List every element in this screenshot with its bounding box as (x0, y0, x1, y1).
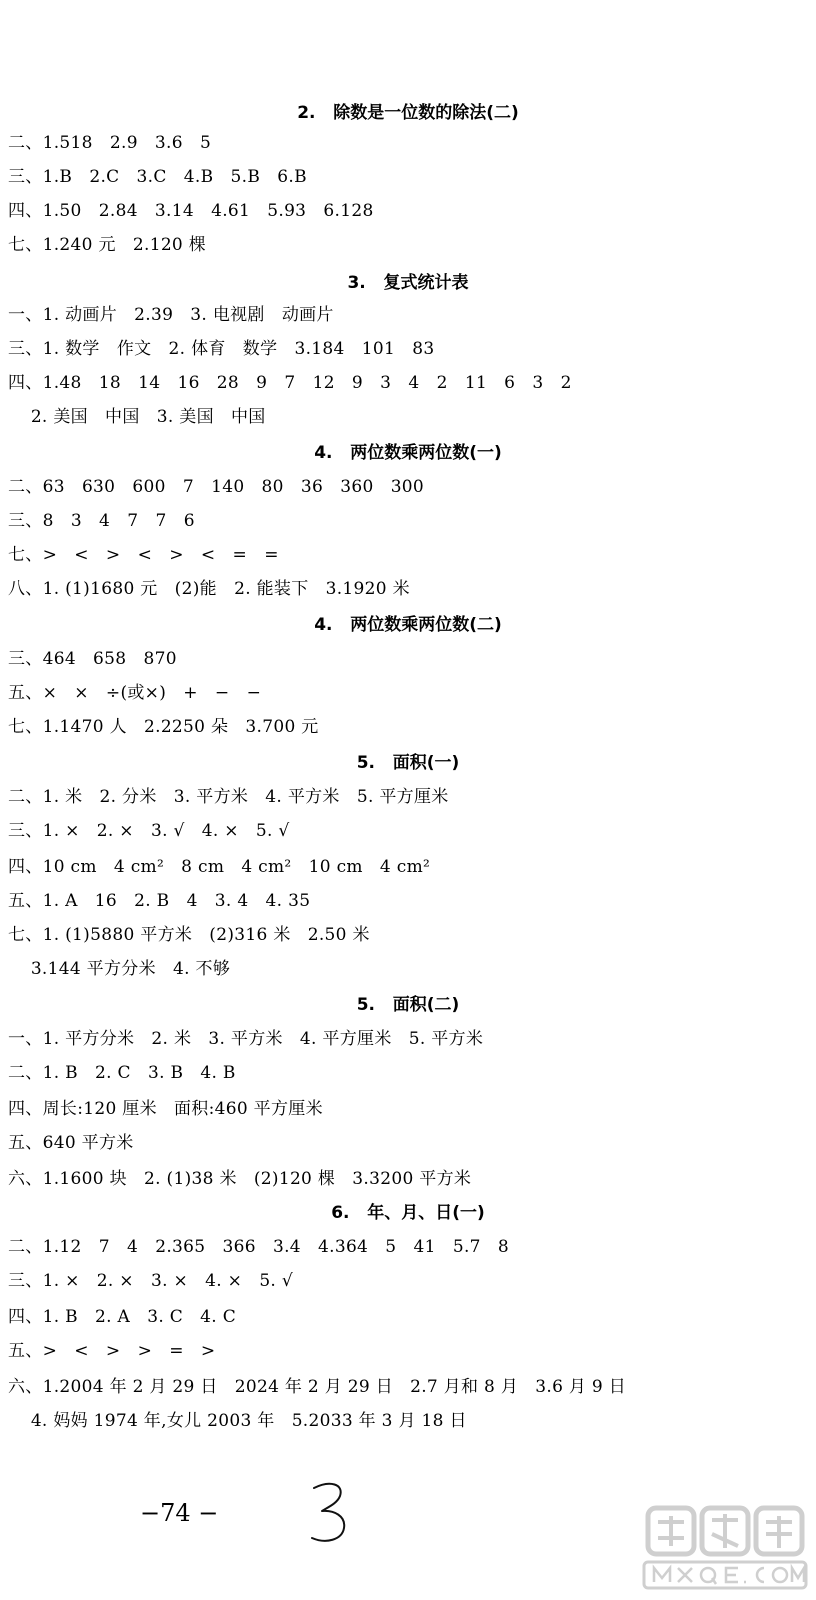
page-number: −74 − (140, 1499, 219, 1527)
answer-line: 五、1. A 16 2. B 4 3. 4 4. 35 (8, 891, 311, 911)
answer-line: 四、周长:120 厘米 面积:460 平方厘米 (8, 1099, 323, 1119)
answer-line: 三、1. × 2. × 3. √ 4. × 5. √ (8, 821, 290, 841)
section-heading: 5. 面积(一) (356, 753, 460, 773)
section-heading: 3. 复式统计表 (347, 273, 469, 293)
answer-line: 四、1.50 2.84 3.14 4.61 5.93 6.128 (8, 201, 374, 221)
section-heading: 6. 年、月、日(一) (331, 1203, 485, 1223)
answer-line: 五、640 平方米 (8, 1133, 134, 1153)
answer-line: 六、1.1600 块 2. (1)38 米 (2)120 棵 3.3200 平方米 (8, 1169, 472, 1189)
answer-line: 2. 美国 中国 3. 美国 中国 (8, 407, 266, 427)
section-heading: 2. 除数是一位数的除法(二) (297, 103, 519, 123)
answer-line: 四、1.48 18 14 16 28 9 7 12 9 3 4 2 11 6 3 2 (8, 373, 572, 393)
answer-line: 二、63 630 600 7 140 80 36 360 300 (8, 477, 425, 497)
answer-line: 二、1. 米 2. 分米 3. 平方米 4. 平方米 5. 平方厘米 (8, 787, 449, 807)
answer-line: 三、1. 数学 作文 2. 体育 数学 3.184 101 83 (8, 339, 435, 359)
answer-line: 4. 妈妈 1974 年,女儿 2003 年 5.2033 年 3 月 18 日 (8, 1411, 467, 1431)
answer-line: 二、1.12 7 4 2.365 366 3.4 4.364 5 41 5.7 8 (8, 1237, 510, 1257)
answer-line: 三、1. × 2. × 3. × 4. × 5. √ (8, 1271, 293, 1291)
answer-line: 七、1.240 元 2.120 棵 (8, 235, 207, 255)
answer-line: 六、1.2004 年 2 月 29 日 2024 年 2 月 29 日 2.7 月和 8 月 3.6 月 9 日 (8, 1377, 627, 1397)
answer-line: 八、1. (1)1680 元 (2)能 2. 能装下 3.1920 米 (8, 579, 410, 599)
section-heading: 4. 两位数乘两位数(一) (314, 443, 502, 463)
answer-line: 二、1. B 2. C 3. B 4. B (8, 1063, 236, 1083)
answer-line: 三、464 658 870 (8, 649, 177, 669)
watermark-logo (640, 1502, 810, 1594)
answer-line: 二、1.518 2.9 3.6 5 (8, 133, 212, 153)
answer-line: 四、10 cm 4 cm² 8 cm 4 cm² 10 cm 4 cm² (8, 857, 431, 877)
answer-line: 3.144 平方分米 4. 不够 (8, 959, 231, 979)
answer-line: 七、> < > < > < = = (8, 545, 279, 565)
answer-line: 四、1. B 2. A 3. C 4. C (8, 1307, 237, 1327)
answer-line: 五、> < > > = > (8, 1341, 216, 1361)
answer-line: 七、1. (1)5880 平方米 (2)316 米 2.50 米 (8, 925, 370, 945)
answer-line: 一、1. 动画片 2.39 3. 电视剧 动画片 (8, 305, 334, 325)
answer-line: 三、1.B 2.C 3.C 4.B 5.B 6.B (8, 167, 307, 187)
section-heading: 5. 面积(二) (356, 995, 460, 1015)
section-heading: 4. 两位数乘两位数(二) (314, 615, 502, 635)
answer-line: 一、1. 平方分米 2. 米 3. 平方米 4. 平方厘米 5. 平方米 (8, 1029, 484, 1049)
handwritten-3-mark (300, 1478, 360, 1548)
answer-line: 三、8 3 4 7 7 6 (8, 511, 195, 531)
answer-line: 五、× × ÷(或×) + − − (8, 683, 262, 703)
answer-line: 七、1.1470 人 2.2250 朵 3.700 元 (8, 717, 319, 737)
